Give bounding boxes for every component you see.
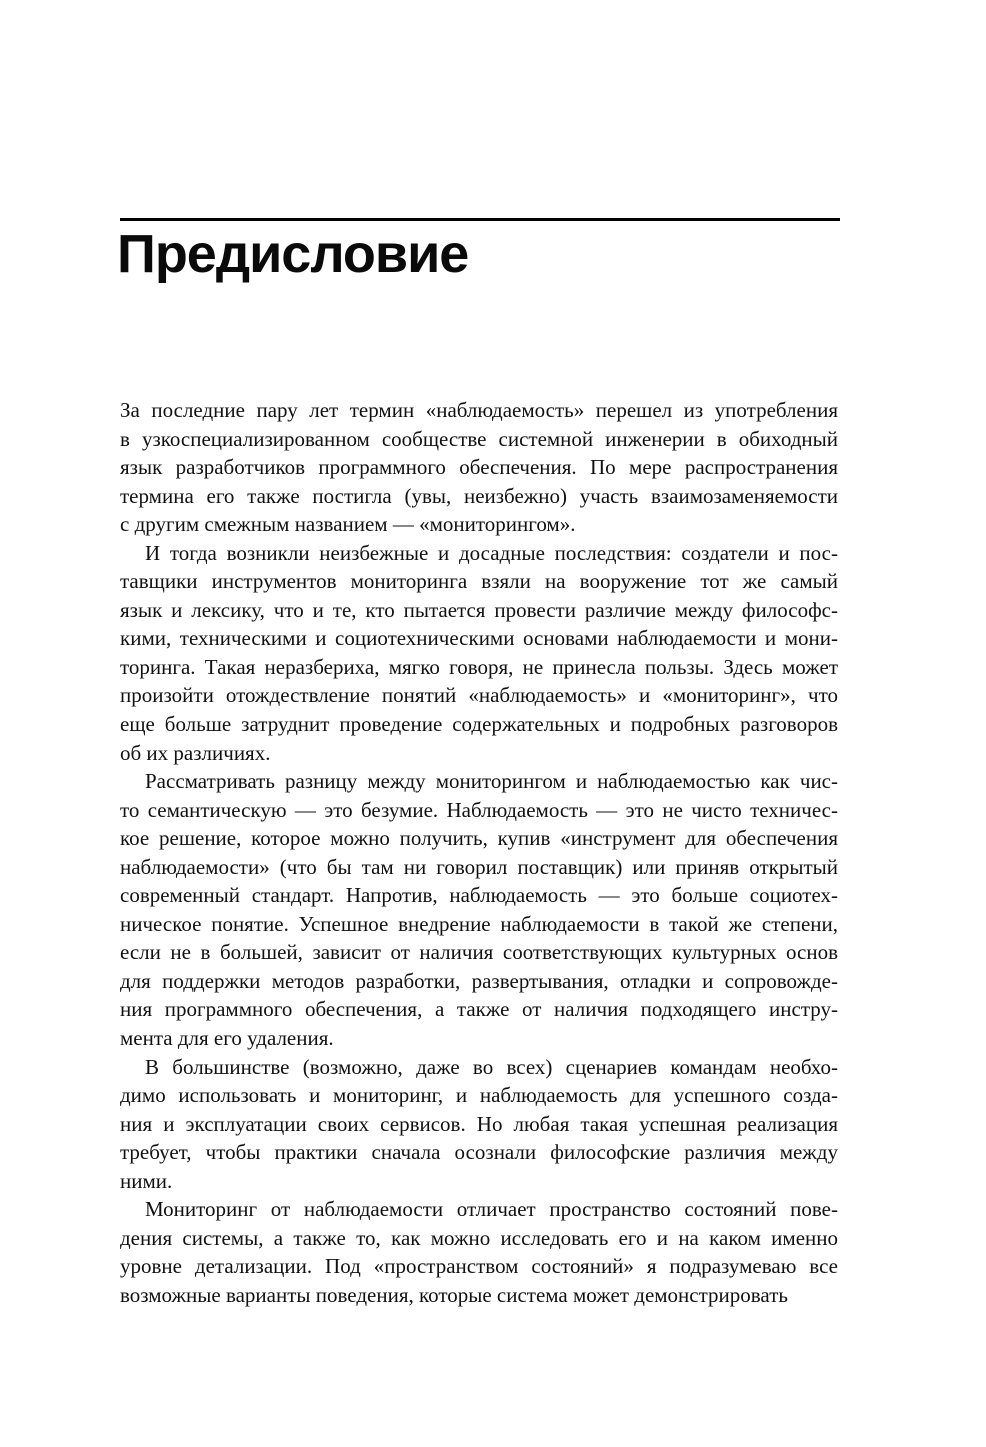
text-line: кое решение, которое можно получить, купив «инструмент для обеспечения	[120, 826, 838, 851]
page-title: Предисловие	[117, 224, 469, 284]
text-line: в узкоспециализированном сообществе системной инженерии в обиходный	[120, 426, 838, 451]
text-line: димо использовать и мониторинг, и наблюдаемость для успешного созда-	[120, 1083, 838, 1108]
paragraph	[120, 1195, 838, 1309]
text-line: ния программного обеспечения, а также от наличия подходящего инстру-	[120, 997, 838, 1022]
heading-rule	[120, 218, 840, 221]
text-line: произойти отождествление понятий «наблюдаемость» и «мониторинг», что	[120, 683, 838, 708]
text-line: с другим смежным названием — «мониторингом».	[120, 512, 576, 537]
text-line: ническое понятие. Успешное внедрение наблюдаемости в такой же степени,	[120, 911, 838, 936]
text-line: возможные варианты поведения, которые система может демонстрировать	[120, 1282, 788, 1307]
text-line: За последние пару лет термин «наблюдаемость» перешел из употребления	[120, 398, 838, 422]
text-line: кими, техническими и социотехническими основами наблюдаемости и мони-	[120, 626, 838, 651]
paragraph	[120, 1053, 838, 1196]
paragraph	[120, 396, 838, 539]
text-line: И тогда возникли неизбежные и досадные последствия: создатели и пос-	[145, 540, 838, 565]
text-line: термина его также постигла (увы, неизбежно) участь взаимозаменяемости	[120, 483, 838, 508]
text-line: тавщики инструментов мониторинга взяли на вооружение тот же самый	[120, 569, 838, 594]
text-line: современный стандарт. Напротив, наблюдаемость — это больше социотех-	[120, 883, 838, 908]
text-line: В большинстве (возможно, даже во всех) сценариев командам необхо-	[145, 1054, 838, 1079]
paragraph	[120, 539, 838, 767]
text-line: наблюдаемости» (что бы там ни говорил поставщик) или приняв открытый	[120, 854, 838, 879]
text-line: язык разработчиков программного обеспечения. По мере распространения	[120, 455, 838, 480]
text-line: Мониторинг от наблюдаемости отличает пространство состояний пове-	[145, 1197, 838, 1222]
body-text	[120, 396, 838, 1310]
text-line: торинга. Такая неразбериха, мягко говоря, не принесла пользы. Здесь может	[120, 654, 838, 679]
text-line: для поддержки методов разработки, развертывания, отладки и сопровожде-	[120, 968, 838, 993]
text-line: уровне детализации. Под «пространством состояний» я подразумеваю все	[120, 1254, 838, 1279]
text-line: дения системы, а также то, как можно исследовать его и на каком именно	[120, 1225, 838, 1250]
text-line: еще больше затруднит проведение содержательных и подробных разговоров	[120, 712, 838, 737]
text-line: об их различиях.	[120, 740, 271, 765]
text-line: ния и эксплуатации своих сервисов. Но любая такая успешная реализация	[120, 1111, 838, 1136]
text-line: язык и лексику, что и те, кто пытается провести различие между философс-	[120, 597, 838, 622]
paragraph	[120, 767, 838, 1052]
text-line: то семантическую — это безумие. Наблюдаемость — это не чисто техничес-	[120, 797, 838, 822]
text-line: если не в большей, зависит от наличия соответствующих культурных основ	[120, 940, 838, 965]
text-line: ними.	[120, 1168, 173, 1193]
text-line: Рассматривать разницу между мониторингом и наблюдаемостью как чис-	[145, 769, 838, 794]
text-line: требует, чтобы практики сначала осознали философские различия между	[120, 1140, 838, 1165]
text-line: мента для его удаления.	[120, 1026, 334, 1051]
